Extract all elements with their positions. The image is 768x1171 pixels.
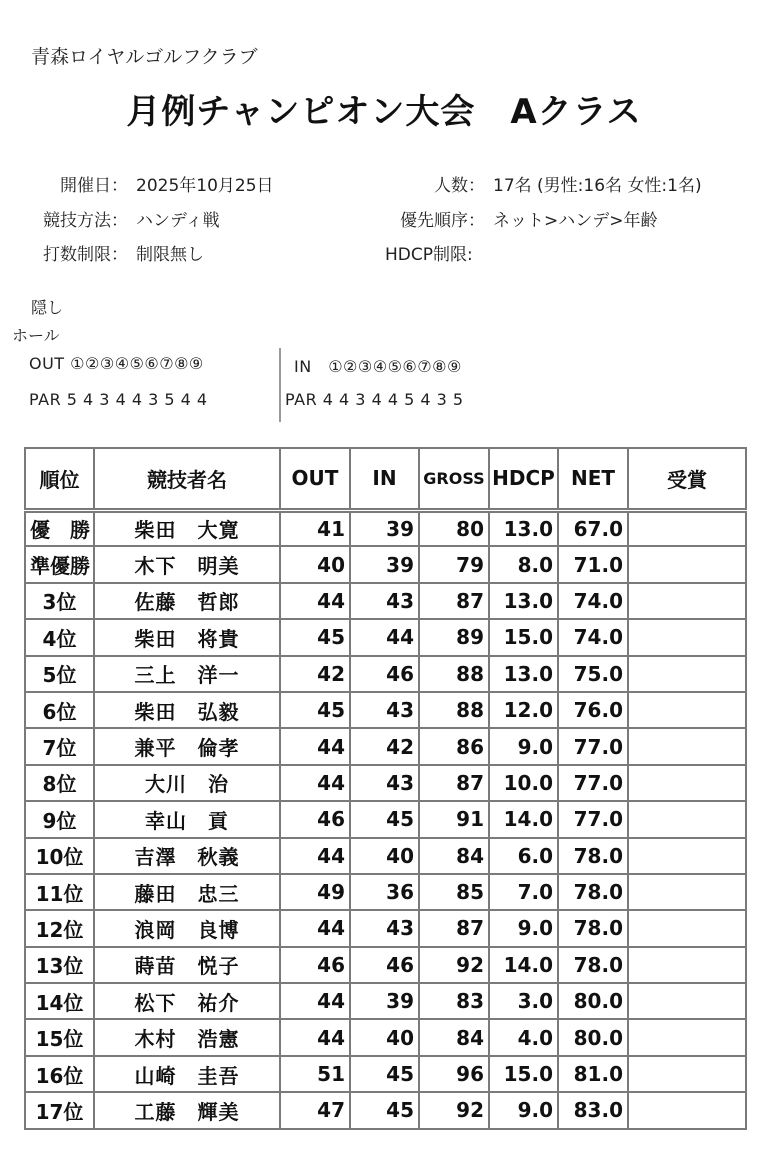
cell-award [628,910,746,946]
out-holes-row: OUT ①②③④⑤⑥⑦⑧⑨ [29,354,204,373]
cell-in: 40 [350,1019,419,1055]
table-row [25,874,746,910]
cell-award [628,656,746,692]
cell-out: 46 [280,801,350,837]
cell-rank: 優 勝 [25,510,94,546]
table-row [25,656,746,692]
cell-hdcp: 13.0 [489,583,558,619]
cell-name: 藤田 忠三 [94,874,280,910]
table-row [25,983,746,1019]
cell-name: 木村 浩憲 [94,1019,280,1055]
cell-out: 44 [280,583,350,619]
info-count [385,171,702,196]
cell-name: 幸山 貢 [94,801,280,837]
cell-gross: 88 [419,692,489,728]
cell-in: 45 [350,1056,419,1092]
cell-award [628,983,746,1019]
cell-rank: 15位 [25,1019,94,1055]
cell-rank: 5位 [25,656,94,692]
cell-gross: 87 [419,765,489,801]
cell-name: 木下 明美 [94,546,280,582]
cell-net: 76.0 [558,692,628,728]
cell-out: 42 [280,656,350,692]
cell-net: 78.0 [558,874,628,910]
cell-award [628,619,746,655]
cell-hdcp: 9.0 [489,1092,558,1128]
header-award: 受賞 [628,448,746,510]
cell-hdcp: 8.0 [489,546,558,582]
cell-in: 39 [350,983,419,1019]
cell-rank: 9位 [25,801,94,837]
cell-name: 松下 祐介 [94,983,280,1019]
cell-out: 44 [280,838,350,874]
cell-net: 74.0 [558,619,628,655]
cell-out: 44 [280,983,350,1019]
info-limit [24,240,204,265]
cell-hdcp: 9.0 [489,728,558,764]
cell-rank: 17位 [25,1092,94,1128]
table-row [25,583,746,619]
cell-award [628,874,746,910]
cell-gross: 87 [419,910,489,946]
cell-award [628,728,746,764]
cell-net: 74.0 [558,583,628,619]
cell-award [628,583,746,619]
cell-net: 78.0 [558,947,628,983]
cell-award [628,765,746,801]
cell-hdcp: 3.0 [489,983,558,1019]
cell-name: 蒔苗 悦子 [94,947,280,983]
info-priority [385,206,658,231]
date-value: 2025年10月25日 [136,176,274,196]
cell-hdcp: 14.0 [489,801,558,837]
cell-in: 39 [350,546,419,582]
cell-gross: 83 [419,983,489,1019]
cell-gross: 88 [419,656,489,692]
cell-net: 77.0 [558,765,628,801]
cell-in: 43 [350,692,419,728]
cell-hdcp: 12.0 [489,692,558,728]
cell-in: 43 [350,765,419,801]
results-table [24,447,747,1130]
table-row [25,910,746,946]
info-method [24,206,220,231]
cell-gross: 79 [419,546,489,582]
cell-gross: 91 [419,801,489,837]
cell-out: 41 [280,510,350,546]
cell-net: 77.0 [558,728,628,764]
header-out: OUT [280,448,350,510]
count-label: 人数： [434,176,485,196]
table-row [25,1092,746,1128]
cell-hdcp: 9.0 [489,910,558,946]
cell-gross: 87 [419,583,489,619]
cell-award [628,546,746,582]
table-header-row [25,448,746,510]
table-row [25,1019,746,1055]
cell-name: 柴田 大寛 [94,510,280,546]
cell-in: 46 [350,947,419,983]
cell-out: 51 [280,1056,350,1092]
cell-award [628,1056,746,1092]
cell-hdcp: 14.0 [489,947,558,983]
cell-award [628,947,746,983]
cell-in: 40 [350,838,419,874]
cell-net: 77.0 [558,801,628,837]
cell-award [628,1092,746,1128]
cell-in: 36 [350,874,419,910]
cell-rank: 12位 [25,910,94,946]
cell-out: 44 [280,765,350,801]
cell-net: 75.0 [558,656,628,692]
priority-value: ネット>ハンデ>年齢 [493,211,658,231]
cell-in: 42 [350,728,419,764]
cell-name: 山崎 圭吾 [94,1056,280,1092]
cell-gross: 86 [419,728,489,764]
cell-net: 81.0 [558,1056,628,1092]
cell-name: 佐藤 哲郎 [94,583,280,619]
date-label: 開催日： [60,176,128,196]
cell-gross: 96 [419,1056,489,1092]
cell-name: 柴田 将貴 [94,619,280,655]
results-body [25,510,746,1129]
cell-name: 兼平 倫孝 [94,728,280,764]
cell-name: 工藤 輝美 [94,1092,280,1128]
info-date [24,171,274,196]
cell-gross: 89 [419,619,489,655]
header-rank: 順位 [25,448,94,510]
cell-name: 吉澤 秋義 [94,838,280,874]
cell-in: 45 [350,801,419,837]
table-row [25,510,746,546]
table-row [25,1056,746,1092]
header-hdcp: HDCP [489,448,558,510]
header-gross: GROSS [419,448,489,510]
cell-name: 大川 治 [94,765,280,801]
cell-rank: 14位 [25,983,94,1019]
cell-gross: 85 [419,874,489,910]
table-row [25,801,746,837]
hidden-holes-label-line1: 隠し [31,298,64,317]
cell-in: 45 [350,1092,419,1128]
cell-hdcp: 10.0 [489,765,558,801]
cell-net: 78.0 [558,838,628,874]
cell-hdcp: 15.0 [489,1056,558,1092]
cell-hdcp: 7.0 [489,874,558,910]
cell-net: 80.0 [558,1019,628,1055]
cell-rank: 6位 [25,692,94,728]
cell-net: 80.0 [558,983,628,1019]
cell-out: 47 [280,1092,350,1128]
cell-award [628,692,746,728]
cell-hdcp: 4.0 [489,1019,558,1055]
cell-rank: 3位 [25,583,94,619]
table-row [25,765,746,801]
table-row [25,619,746,655]
header-in: IN [350,448,419,510]
cell-hdcp: 13.0 [489,510,558,546]
cell-rank: 8位 [25,765,94,801]
cell-in: 44 [350,619,419,655]
cell-hdcp: 13.0 [489,656,558,692]
cell-gross: 92 [419,947,489,983]
out-par-row: PAR 5 4 3 4 4 3 5 4 4 [29,390,208,409]
cell-in: 39 [350,510,419,546]
cell-award [628,801,746,837]
hidden-holes-label-line2: ホール [12,326,60,345]
cell-award [628,510,746,546]
cell-gross: 92 [419,1092,489,1128]
cell-rank: 11位 [25,874,94,910]
in-holes-row: IN ①②③④⑤⑥⑦⑧⑨ [294,357,462,376]
header-net: NET [558,448,628,510]
priority-label: 優先順序： [400,211,485,231]
cell-in: 46 [350,656,419,692]
cell-net: 71.0 [558,546,628,582]
club-name: 青森ロイヤルゴルフクラブ [31,46,258,68]
method-value: ハンディ戦 [136,211,220,231]
cell-name: 三上 洋一 [94,656,280,692]
cell-net: 67.0 [558,510,628,546]
cell-net: 78.0 [558,910,628,946]
holes-divider [279,348,281,422]
count-value: 17名 (男性:16名 女性:1名) [493,176,702,196]
table-row [25,728,746,764]
cell-gross: 80 [419,510,489,546]
cell-name: 柴田 弘毅 [94,692,280,728]
limit-value: 制限無し [136,245,204,265]
cell-hdcp: 6.0 [489,838,558,874]
limit-label: 打数制限： [43,245,128,265]
cell-in: 43 [350,583,419,619]
info-hdcp-limit [385,240,481,265]
cell-out: 45 [280,619,350,655]
cell-award [628,1019,746,1055]
table-row [25,838,746,874]
page-title: 月例チャンピオン大会 Aクラス [126,92,642,132]
cell-rank: 7位 [25,728,94,764]
cell-rank: 10位 [25,838,94,874]
cell-out: 45 [280,692,350,728]
cell-out: 44 [280,728,350,764]
cell-out: 44 [280,1019,350,1055]
cell-rank: 準優勝 [25,546,94,582]
cell-hdcp: 15.0 [489,619,558,655]
table-row [25,546,746,582]
cell-rank: 13位 [25,947,94,983]
cell-out: 40 [280,546,350,582]
cell-out: 49 [280,874,350,910]
method-label: 競技方法： [43,211,128,231]
cell-gross: 84 [419,1019,489,1055]
in-par-row: PAR 4 4 3 4 4 5 4 3 5 [285,390,464,409]
cell-name: 浪岡 良博 [94,910,280,946]
cell-award [628,838,746,874]
cell-gross: 84 [419,838,489,874]
table-row [25,947,746,983]
hdcp-limit-label: HDCP制限: [385,245,473,265]
cell-out: 44 [280,910,350,946]
cell-rank: 16位 [25,1056,94,1092]
cell-out: 46 [280,947,350,983]
header-name: 競技者名 [94,448,280,510]
cell-net: 83.0 [558,1092,628,1128]
cell-rank: 4位 [25,619,94,655]
cell-in: 43 [350,910,419,946]
table-row [25,692,746,728]
